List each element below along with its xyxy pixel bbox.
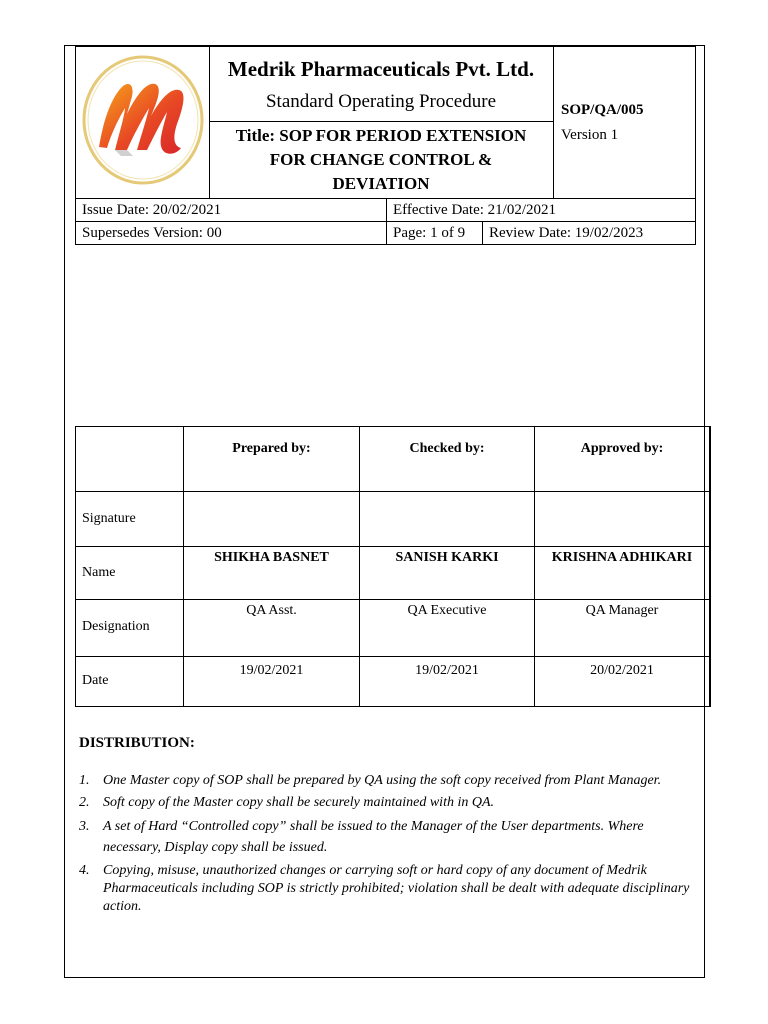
approved-designation: QA Manager [585, 603, 659, 618]
checked-date: 19/02/2021 [415, 663, 479, 678]
col-approved-by: Approved by: [580, 441, 664, 456]
version-label: Version 1 [561, 127, 619, 143]
document-title: Title: SOP FOR PERIOD EXTENSION FOR CHANGE CONTROL & DEVIATION [235, 126, 527, 193]
company-name: Medrik Pharmaceuticals Pvt. Ltd. [227, 57, 535, 81]
effective-date: Effective Date: 21/02/2021 [386, 198, 696, 222]
header-right [553, 47, 695, 198]
approved-name: KRISHNA ADHIKARI [551, 550, 693, 565]
issue-date: Issue Date: 20/02/2021 [75, 198, 387, 222]
prepared-name: SHIKHA BASNET [214, 550, 329, 565]
header-center [209, 47, 554, 198]
row-label-signature: Signature [82, 511, 136, 526]
logo-cell [76, 47, 210, 198]
row-label-name: Name [82, 565, 116, 580]
list-item: 1. One Master copy of SOP shall be prepared by QA using the soft copy received from Plant Manager. [79, 773, 662, 788]
sop-header [75, 46, 696, 199]
document-type: Standard Operating Procedure [265, 91, 497, 112]
checked-designation: QA Executive [407, 603, 487, 618]
checked-name: SANISH KARKI [395, 550, 499, 565]
row-label-designation: Designation [82, 619, 150, 634]
medrik-m-logo-icon [81, 52, 205, 188]
prepared-designation: QA Asst. [246, 603, 297, 618]
col-prepared-by: Prepared by: [232, 441, 311, 456]
review-date: Review Date: 19/02/2023 [482, 221, 696, 245]
signoff-table [75, 426, 711, 707]
sop-code: SOP/QA/005 [561, 102, 644, 118]
page-number: Page: 1 of 9 [386, 221, 483, 245]
row-label-date: Date [82, 673, 109, 688]
supersedes-version: Supersedes Version: 00 [75, 221, 387, 245]
col-checked-by: Checked by: [409, 441, 485, 456]
list-item: 2. Soft copy of the Master copy shall be securely maintained with in QA. [79, 795, 495, 810]
approved-date: 20/02/2021 [590, 663, 654, 678]
prepared-date: 19/02/2021 [239, 663, 304, 678]
list-item: 4. Copying, misuse, unauthorized changes or carrying soft or hard copy of any document of Medrik Pharmaceuticals including SOP is strictly prohibited; violation shall be dealt with adequate disciplinary action. [79, 863, 690, 914]
distribution-list [79, 772, 699, 920]
list-item: 3. A set of Hard “Controlled copy” shall be issued to the Manager of the User departments. Where necessary, Display copy shall be issued. [79, 819, 644, 855]
distribution-heading: DISTRIBUTION: [79, 735, 195, 751]
